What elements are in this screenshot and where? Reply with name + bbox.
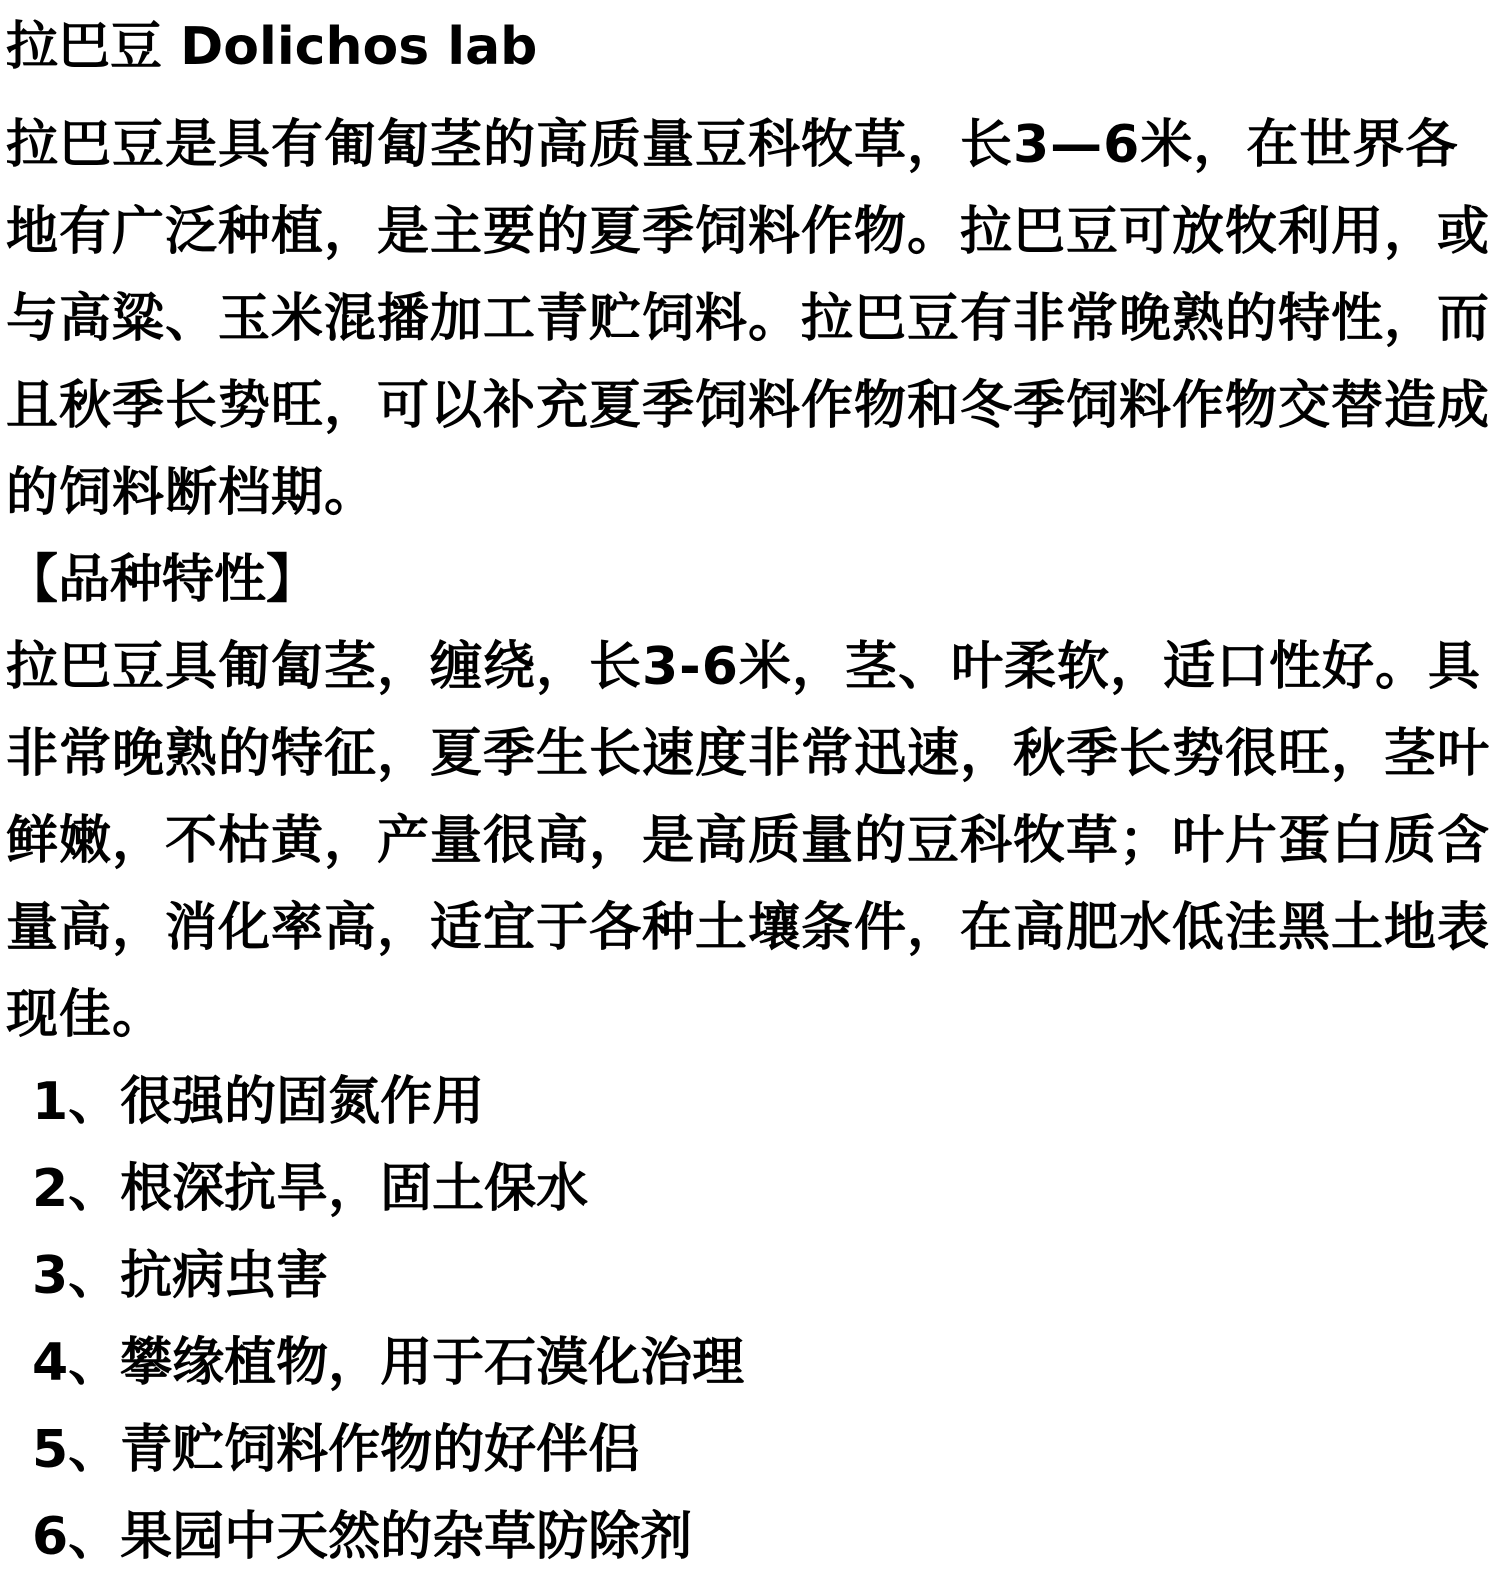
list-item: 3、抗病虫害 — [32, 1246, 329, 1306]
intro-paragraph: 拉巴豆是具有匍匐茎的高质量豆科牧草，长3—6米，在世界各地有广泛种植，是主要的夏季饲料作物。拉巴豆可放牧利用，或与高粱、玉米混播加工青贮饲料。拉巴豆有非常晚熟的特性，而且秋季长势旺，可以补充夏季饲料作物和冬季饲料作物交替造成的饲料断档期。 — [6, 115, 1491, 523]
list-item: 5、青贮饲料作物的好伴侣 — [32, 1420, 641, 1480]
list-item: 4、攀缘植物，用于石漠化治理 — [32, 1333, 745, 1393]
list-item: 2、根深抗旱，固土保水 — [32, 1159, 589, 1219]
feature-list — [6, 1059, 1500, 1581]
section-paragraph: 拉巴豆具匍匐茎，缠绕，长3-6米，茎、叶柔软，适口性好。具非常晚熟的特征，夏季生长速度非常迅速，秋季长势很旺，茎叶鲜嫩，不枯黄，产量很高，是高质量的豆科牧草；叶片蛋白质含量高，消化率高，适宜于各种土壤条件，在高肥水低洼黑土地表现佳。 — [6, 637, 1491, 1045]
list-item: 6、果园中天然的杂草防除剂 — [32, 1507, 693, 1567]
list-item: 1、很强的固氮作用 — [32, 1072, 485, 1132]
section-heading: 【品种特性】 — [6, 550, 319, 610]
document-title: 拉巴豆 Dolichos lab — [6, 17, 538, 77]
